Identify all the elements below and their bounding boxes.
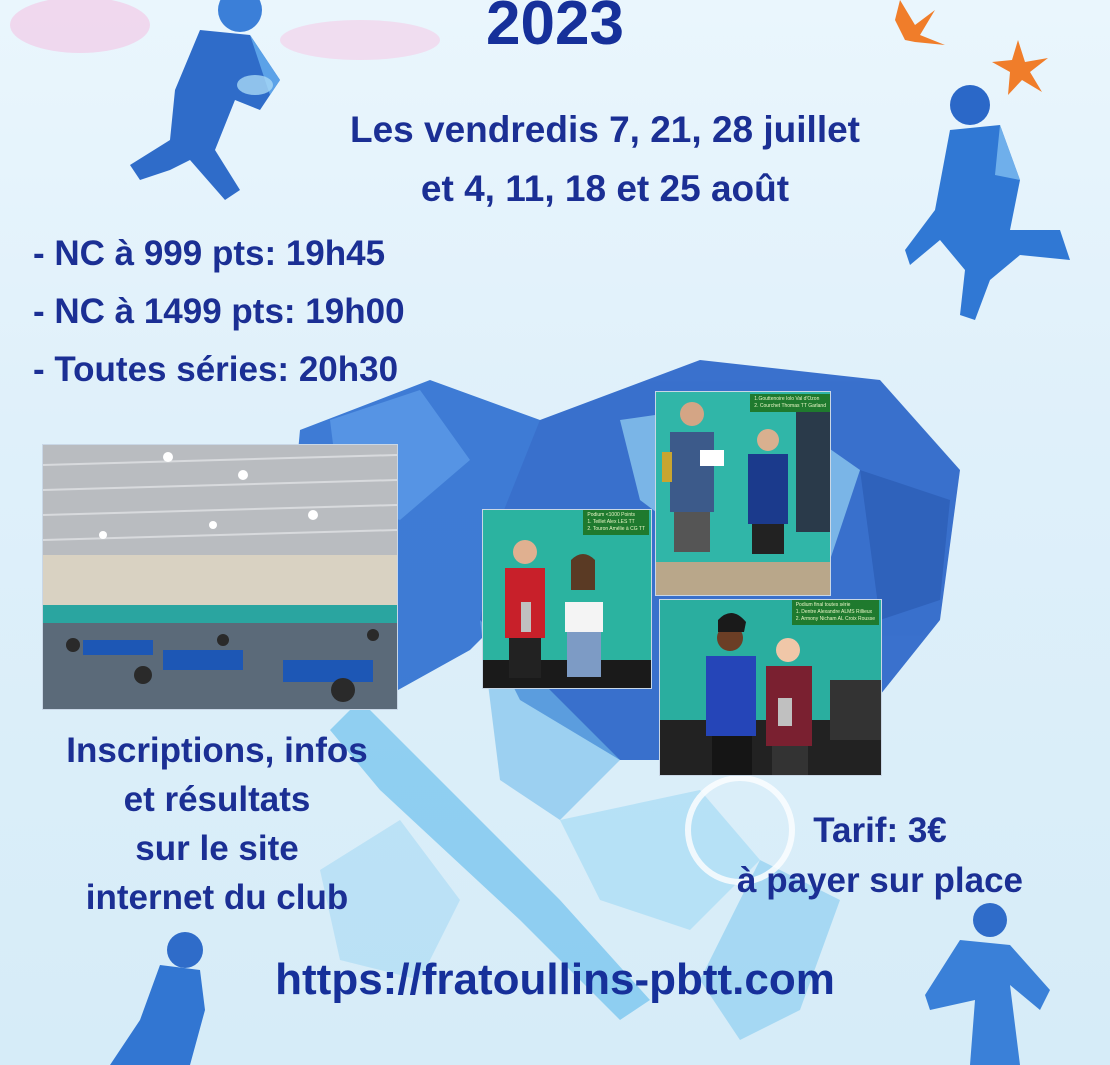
gym-hall-photo — [42, 444, 398, 710]
info-line: sur le site — [135, 829, 299, 868]
tarif-info — [700, 806, 1060, 906]
podium-1000-photo — [482, 509, 652, 689]
podium-top-photo — [655, 391, 831, 596]
event-dates — [200, 100, 1010, 218]
tarif-price: Tarif: 3€ — [813, 811, 947, 850]
info-line: et résultats — [123, 780, 311, 819]
schedule-list — [33, 225, 405, 399]
event-year: 2023 — [486, 0, 624, 58]
schedule-item: - Toutes séries: 20h30 — [33, 350, 399, 389]
schedule-item: - NC à 999 pts: 19h45 — [33, 234, 386, 273]
info-line: internet du club — [85, 878, 349, 917]
club-website-link[interactable]: https://fratoullins-pbtt.com — [275, 955, 835, 1004]
podium-all-photo — [659, 599, 882, 776]
podium-1000-caption: Podium <1000 Points 1. Teillet Alex LES TT 2. Touron Amélie à CG TT — [583, 510, 649, 535]
registration-info — [32, 726, 402, 922]
podium-top-caption: 1.Gouttenoire Iolo Val d'Ozon 2. Courchet Thomas TT Garland — [750, 394, 830, 412]
schedule-item: - NC à 1499 pts: 19h00 — [33, 292, 405, 331]
tarif-note: à payer sur place — [737, 861, 1023, 900]
dates-line-1: Les vendredis 7, 21, 28 juillet — [349, 109, 860, 150]
dates-line-2: et 4, 11, 18 et 25 août — [420, 168, 790, 209]
podium-all-caption: Podium final toutes série 1. Dentre Alexandre ALMS Rillieux 2. Armony Nicham AL Croix Rousse — [792, 600, 879, 625]
info-line: Inscriptions, infos — [66, 731, 368, 770]
